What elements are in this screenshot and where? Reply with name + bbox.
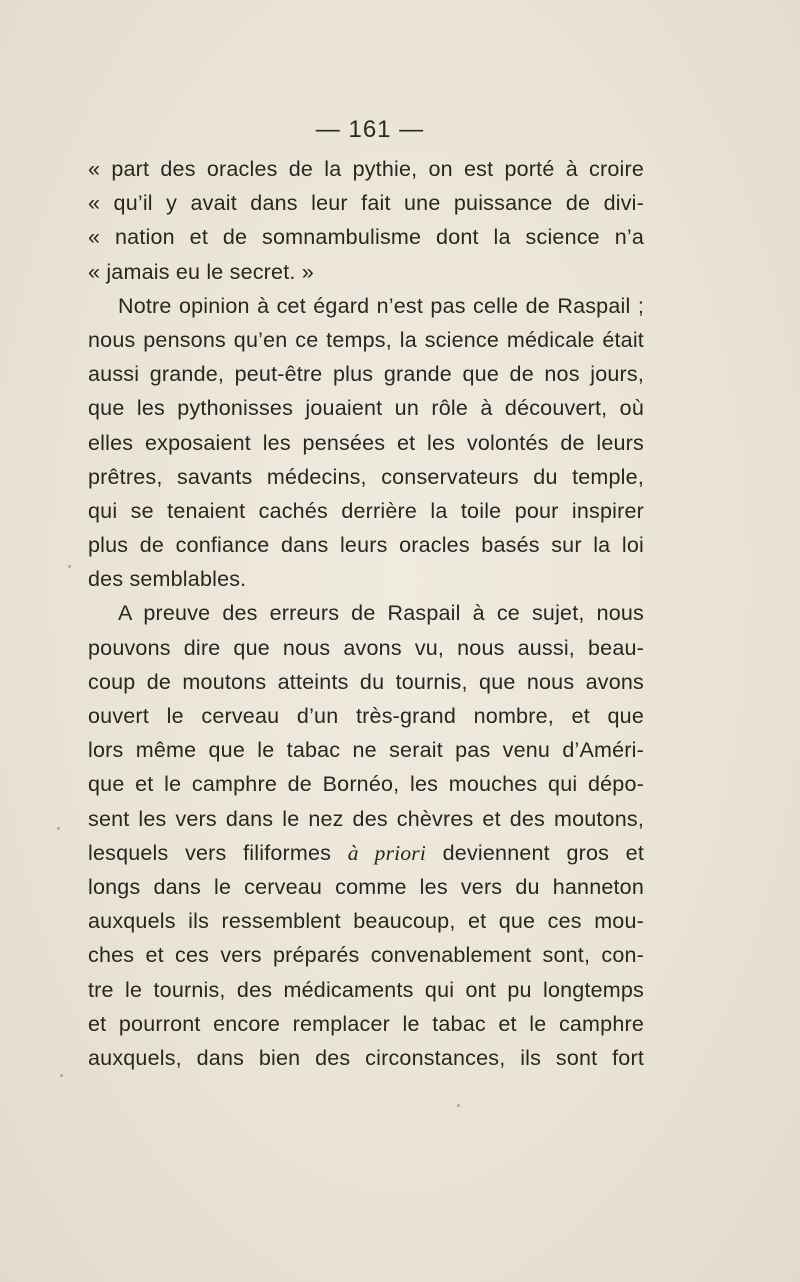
text-line: elles exposaient les pensées et les volontés de leurs xyxy=(88,430,644,455)
text-line: des semblables. xyxy=(88,567,247,592)
paper-speck xyxy=(60,1074,63,1077)
text-line: « jamais eu le secret. » xyxy=(88,259,314,284)
text-line: lors même que le tabac ne serait pas venu d’Améri- xyxy=(88,738,644,763)
text-line: plus de confiance dans leurs oracles basés sur la loi xyxy=(88,533,644,558)
text-line: tre le tournis, des médicaments qui ont pu longtemps xyxy=(88,977,644,1002)
text-line: pouvons dire que nous avons vu, nous aussi, beau- xyxy=(88,635,644,660)
text-line: que les pythonisses jouaient un rôle à découvert, où xyxy=(88,396,644,421)
text-line: « part des oracles de la pythie, on est porté à croire xyxy=(88,157,644,181)
text-line: aussi grande, peut-être plus grande que de nos jours, xyxy=(88,362,644,387)
text-line: prêtres, savants médecins, conservateurs du temple, xyxy=(88,464,644,489)
text-line: « qu’il y avait dans leur fait une puissance de divi- xyxy=(88,191,644,216)
text-line: ouvert le cerveau d’un très-grand nombre, et que xyxy=(88,704,644,728)
text-line: A preuve des erreurs de Raspail à ce sujet, nous xyxy=(118,601,644,626)
text-line: qui se tenaient cachés derrière la toile pour inspirer xyxy=(88,498,644,523)
text-line: auxquels ils ressemblent beaucoup, et que ces mou- xyxy=(88,909,644,934)
text-line: « nation et de somnambulisme dont la science n’a xyxy=(88,225,644,250)
text-line: auxquels, dans bien des circonstances, ils sont fort xyxy=(88,1045,644,1070)
text-line: longs dans le cerveau comme les vers du hanneton xyxy=(88,874,644,899)
body-text xyxy=(88,152,644,1075)
text-line: lesquels vers filiformes à priori deviennent gros et xyxy=(88,840,644,865)
text-line: et pourront encore remplacer le tabac et le camphre xyxy=(88,1011,644,1036)
paper-speck xyxy=(457,1104,460,1107)
paper-speck xyxy=(57,827,60,830)
paper-speck xyxy=(68,565,71,568)
page-number: — 161 — xyxy=(315,116,425,143)
text-line: ches et ces vers préparés convenablement sont, con- xyxy=(88,943,644,968)
italic-phrase: à priori xyxy=(347,840,427,865)
text-line: sent les vers dans le nez des chèvres et des moutons, xyxy=(88,806,644,831)
text-line: Notre opinion à cet égard n’est pas celle de Raspail ; xyxy=(118,293,644,318)
text-line: coup de moutons atteints du tournis, que nous avons xyxy=(88,669,644,694)
text-line: que et le camphre de Bornéo, les mouches qui dépo- xyxy=(88,772,644,797)
text-line: nous pensons qu’en ce temps, la science médicale était xyxy=(88,327,644,352)
